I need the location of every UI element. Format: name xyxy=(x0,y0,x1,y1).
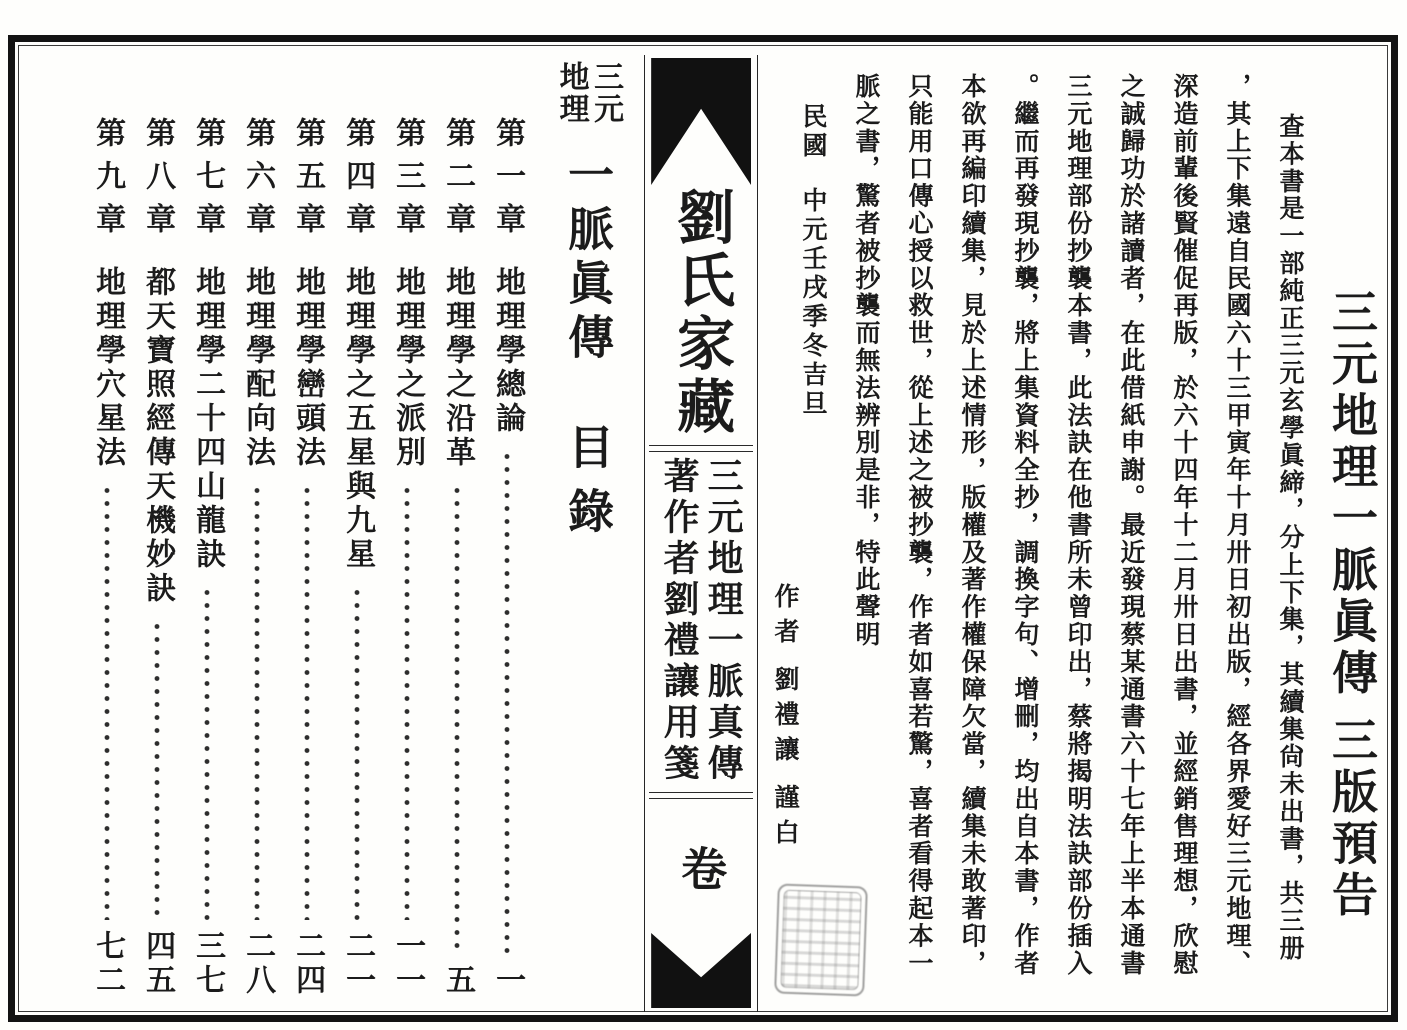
toc-chapter-label: 第七章 xyxy=(190,117,226,246)
notice-text-column: 只能用口傳心授以救世，從上述之被抄襲，作者如喜若驚，喜者看得起本一 xyxy=(905,73,934,978)
banner-right-subtitle: 三元地理一脈真傳 xyxy=(702,457,745,785)
notice-text-column: 三元地理部份抄襲本書，此法訣在他書所未曾印出，蔡將揭明法訣部份插入 xyxy=(1064,73,1093,978)
date-cyclical-label: 中元壬戌季冬吉旦 xyxy=(799,187,828,419)
toc-header-column xyxy=(532,55,644,1012)
dot-leader xyxy=(135,620,179,920)
toc-chapter-title: 地理學巒頭法 xyxy=(290,266,326,470)
notice-title-column xyxy=(1303,55,1385,1012)
toc-page-number: 一一 xyxy=(390,930,426,998)
banner-subtitles xyxy=(658,457,745,785)
toc-chapter-label: 第五章 xyxy=(290,117,326,246)
page-content xyxy=(24,55,1385,1012)
banner-divider-bottom xyxy=(649,792,753,799)
dot-leader xyxy=(485,450,529,954)
notice-text-column: 查本書是一部純正三元玄學眞締，分上下集，其續集尙未出書，共三册 xyxy=(1276,113,1305,963)
notice-text-column: 。繼而再發現抄襲，將上集資料全抄，調換字句、增刪，均出自本書，作者 xyxy=(1011,73,1040,978)
signature-prefix: 作者 xyxy=(771,583,800,653)
toc-chapter-title: 地理學之派別 xyxy=(390,266,426,470)
toc-chapter-title: 地理學二十四山龍訣 xyxy=(190,266,226,572)
toc-chapter-label: 第九章 xyxy=(90,117,126,246)
toc-series-label xyxy=(553,61,624,125)
notice-text-column: 深造前輩後賢催促再版，於六十四年十二月卅日出書，並經銷售理想，欣慰 xyxy=(1170,73,1199,978)
dot-leader xyxy=(385,484,429,920)
toc-page-number: 二一 xyxy=(340,930,376,998)
toc-chapter-label: 第二章 xyxy=(440,117,476,246)
signature-name: 劉禮讓 xyxy=(771,666,800,771)
notice-title: 三元地理一脈眞傳 xyxy=(1325,288,1379,700)
toc-entry xyxy=(482,55,532,1012)
toc-entry xyxy=(132,55,182,1012)
toc-page-number: 一 xyxy=(490,964,526,998)
notice-text-column: ，其上下集遠自民國六十三甲寅年十月卅日初出版，經各界愛好三元地理、 xyxy=(1223,73,1252,978)
toc-page-number: 二八 xyxy=(240,930,276,998)
toc-page-number: 二四 xyxy=(290,930,326,998)
notice-paragraphs xyxy=(826,55,1303,1012)
toc-page-number: 七二 xyxy=(90,930,126,998)
banner-top-pennant xyxy=(651,58,751,185)
toc-chapter-title: 地理學之五星與九星 xyxy=(340,266,376,572)
toc-entry xyxy=(382,55,432,1012)
dot-leader xyxy=(235,484,279,920)
banner-divider-top xyxy=(649,445,753,452)
dot-leader xyxy=(85,484,129,920)
toc-entry-list xyxy=(77,55,532,1012)
author-seal-impression xyxy=(780,890,861,991)
toc-chapter-label: 第一章 xyxy=(490,117,526,246)
toc-series-right: 三元 xyxy=(588,61,624,125)
dot-leader xyxy=(435,484,479,954)
toc-page-number: 四五 xyxy=(140,930,176,998)
toc-chapter-label: 第三章 xyxy=(390,117,426,246)
toc-series-left: 地理 xyxy=(553,61,589,125)
notice-section xyxy=(758,55,1385,1012)
toc-section xyxy=(24,55,644,1012)
dot-leader xyxy=(335,586,379,920)
banner-strip xyxy=(644,55,758,1012)
toc-chapter-label: 第六章 xyxy=(240,117,276,246)
toc-chapter-title: 地理學之沿革 xyxy=(440,266,476,470)
toc-page-number: 三七 xyxy=(190,930,226,998)
toc-chapter-title: 地理學總論 xyxy=(490,266,526,436)
notice-signature-column xyxy=(758,55,798,1012)
toc-chapter-label: 第八章 xyxy=(140,117,176,246)
toc-book-title: 一脈眞傳 xyxy=(561,151,616,367)
date-era-label: 民國 xyxy=(799,103,828,161)
dot-leader xyxy=(285,484,329,920)
author-seal xyxy=(774,883,868,996)
toc-chapter-title: 地理學配向法 xyxy=(240,266,276,470)
notice-subtitle: 三版預告 xyxy=(1325,716,1379,922)
toc-page-number: 五 xyxy=(440,964,476,998)
banner-left-subtitle: 著作者劉禮讓用箋 xyxy=(658,457,701,785)
toc-chapter-label: 第四章 xyxy=(340,117,376,246)
notice-text-column: 之誠歸功於諸讀者，在此借紙申謝。最近發現蔡某通書六十七年上半本通書 xyxy=(1117,73,1146,978)
toc-entry xyxy=(432,55,482,1012)
banner-main-title: 劉氏家藏 xyxy=(667,187,736,439)
toc-chapter-title: 地理學穴星法 xyxy=(90,266,126,470)
banner-volume-label: 卷 xyxy=(674,845,729,891)
notice-date-column xyxy=(798,55,826,1012)
dot-leader xyxy=(185,586,229,920)
toc-entry xyxy=(332,55,382,1012)
notice-text-column: 脈之書，驚者被抄襲而無法辨別是非，特此聲明 xyxy=(852,73,881,649)
signature-suffix: 謹白 xyxy=(771,784,800,854)
toc-entry xyxy=(232,55,282,1012)
toc-entry xyxy=(182,55,232,1012)
toc-heading: 目錄 xyxy=(561,423,616,551)
toc-chapter-title: 都天寶照經傳天機妙訣 xyxy=(140,266,176,606)
toc-entry xyxy=(82,55,132,1012)
notice-text-column: 本欲再編印續集，見於上述情形，版權及著作權保障欠當，續集未敢著印， xyxy=(958,73,987,978)
toc-entry xyxy=(282,55,332,1012)
banner-bottom-pennant xyxy=(651,933,751,1008)
